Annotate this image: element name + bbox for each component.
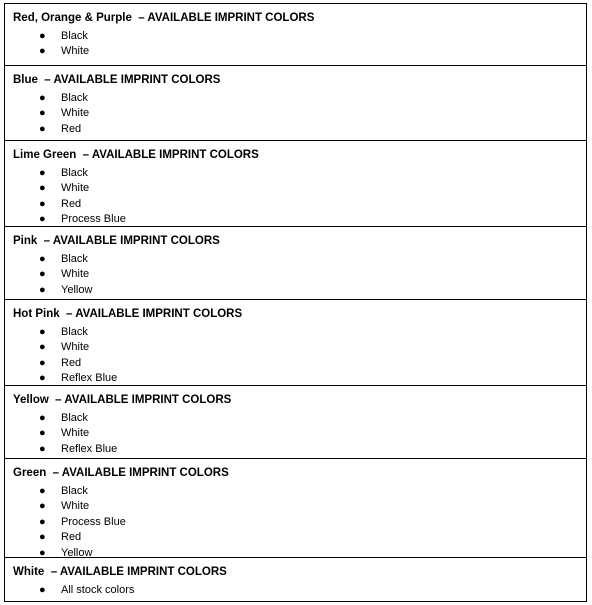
list-item [13,91,578,106]
color-list [13,166,578,228]
section-heading: White – AVAILABLE IMPRINT COLORS [13,566,227,578]
color-label: Red [61,356,82,369]
bullet-icon: ● [39,427,46,440]
list-item [13,530,578,545]
bullet-icon: ● [39,372,46,385]
bullet-icon: ● [39,412,46,424]
list-item [13,411,578,426]
list-item [13,546,578,561]
color-label: Black [61,253,88,265]
color-list [13,484,578,561]
color-label: White [61,182,90,195]
color-list [13,325,578,387]
list-item [13,44,578,59]
bullet-icon: ● [39,546,46,559]
color-label: Yellow [61,546,93,559]
color-list [13,91,578,137]
color-label: Red [61,122,82,135]
bullet-icon: ● [39,356,46,369]
bullet-icon: ● [39,268,46,281]
color-label: Black [61,92,88,104]
section-green [5,459,586,558]
bullet-icon: ● [39,442,46,455]
color-label: All stock colors [61,584,135,596]
section-blue [5,66,586,141]
imprint-colors-table [4,3,587,602]
section-lime-green [5,141,586,227]
bullet-icon: ● [39,531,46,544]
color-label: White [61,268,90,281]
color-label: Black [61,485,88,497]
color-list [13,29,578,60]
bullet-icon: ● [39,500,46,513]
color-label: Red [61,197,82,210]
bullet-icon: ● [39,197,46,210]
list-item [13,340,578,355]
list-item [13,197,578,212]
color-label: Yellow [61,283,93,296]
color-label: Black [61,167,88,179]
section-heading: Red, Orange & Purple – AVAILABLE IMPRINT COLORS [13,12,315,24]
bullet-icon: ● [39,341,46,354]
color-label: Black [61,326,88,338]
list-item [13,356,578,371]
color-label: White [61,45,90,58]
list-item [13,283,578,298]
color-list [13,583,578,598]
bullet-icon: ● [39,92,46,104]
color-list [13,252,578,298]
list-item [13,212,578,227]
bullet-icon: ● [39,30,46,42]
list-item [13,252,578,267]
section-heading: Green – AVAILABLE IMPRINT COLORS [13,467,229,479]
list-item [13,106,578,121]
list-item [13,29,578,44]
bullet-icon: ● [39,122,46,135]
color-label: White [61,427,90,440]
section-yellow [5,386,586,459]
bullet-icon: ● [39,107,46,120]
color-label: Reflex Blue [61,372,118,385]
bullet-icon: ● [39,213,46,226]
list-item [13,181,578,196]
color-label: Red [61,531,82,544]
bullet-icon: ● [39,182,46,195]
list-item [13,499,578,514]
list-item [13,371,578,386]
color-label: Process Blue [61,213,126,226]
section-heading: Pink – AVAILABLE IMPRINT COLORS [13,235,220,247]
color-label: Reflex Blue [61,442,118,455]
list-item [13,484,578,499]
color-label: Black [61,412,88,424]
list-item [13,583,578,598]
section-heading: Lime Green – AVAILABLE IMPRINT COLORS [13,149,259,161]
bullet-icon: ● [39,283,46,296]
color-label: Black [61,30,88,42]
color-label: White [61,500,90,513]
color-label: White [61,341,90,354]
list-item [13,426,578,441]
section-pink [5,227,586,300]
section-heading: Hot Pink – AVAILABLE IMPRINT COLORS [13,308,243,320]
bullet-icon: ● [39,253,46,265]
section-red-orange-purple [5,4,586,66]
color-label: Process Blue [61,515,126,528]
color-list [13,411,578,457]
bullet-icon: ● [39,485,46,497]
list-item [13,166,578,181]
bullet-icon: ● [39,167,46,179]
bullet-icon: ● [39,584,46,596]
list-item [13,122,578,137]
bullet-icon: ● [39,326,46,338]
color-label: White [61,107,90,120]
section-white [5,558,586,602]
list-item [13,267,578,282]
section-hot-pink [5,300,586,386]
bullet-icon: ● [39,515,46,528]
list-item [13,442,578,457]
list-item [13,325,578,340]
list-item [13,515,578,530]
bullet-icon: ● [39,45,46,58]
section-heading: Blue – AVAILABLE IMPRINT COLORS [13,74,221,86]
section-heading: Yellow – AVAILABLE IMPRINT COLORS [13,394,232,406]
